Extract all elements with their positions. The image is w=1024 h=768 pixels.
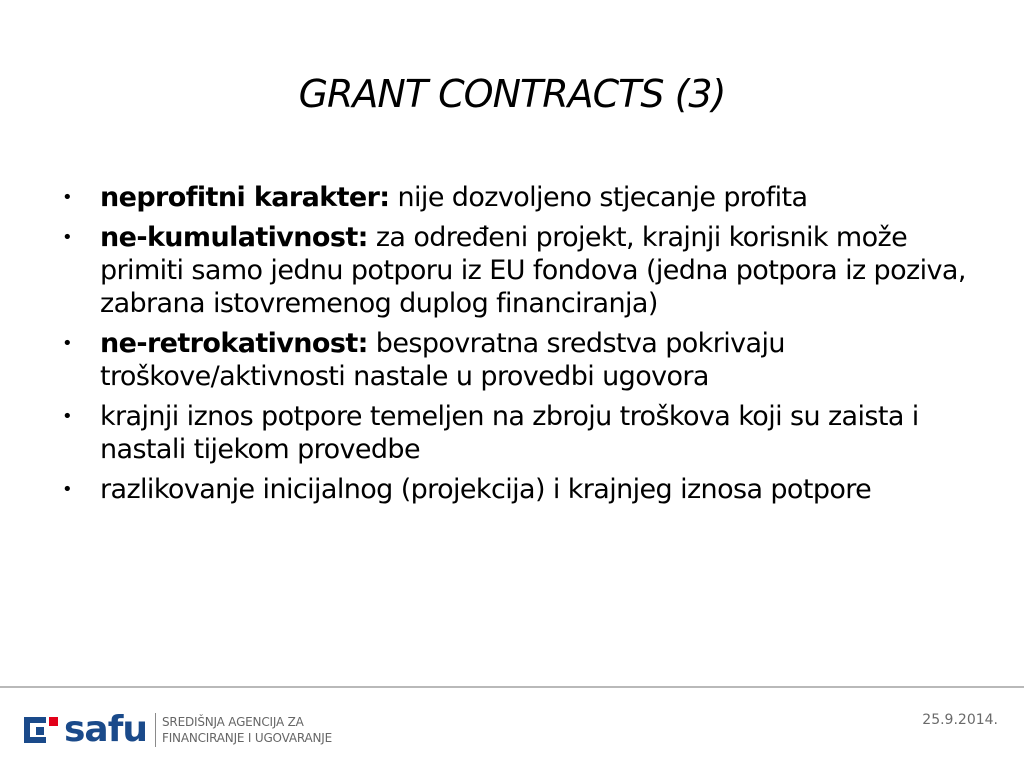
bullet-term: ne-kumulativnost: (100, 222, 368, 253)
bullet-item (58, 181, 978, 214)
safu-logo (22, 710, 332, 750)
bullet-text: za određeni projekt, krajnji korisnik može primiti samo jednu potporu iz EU fondova (jedna potpora iz poziva, zabrana istovremenog duplog financiranja) (100, 222, 966, 319)
logo-separator (155, 713, 156, 747)
bullet-text: nije dozvoljeno stjecanje profita (389, 182, 808, 213)
bullet-text: razlikovanje inicijalnog (projekcija) i krajnjeg iznosa potpore (100, 474, 872, 505)
bullet-text: bespovratna sredstva pokrivaju troškove/aktivnosti nastale u provedbi ugovora (100, 328, 785, 392)
agency-name-line: SREDIŠNJA AGENCIJA ZA (162, 715, 304, 729)
agency-name (162, 714, 332, 746)
footer-date: 25.9.2014. (922, 712, 998, 728)
bullet-term: neprofitni karakter: (100, 182, 390, 213)
bullet-dot-icon: • (62, 187, 73, 208)
bullet-item (58, 400, 978, 466)
logo-wordmark: safu (64, 709, 148, 750)
safu-logo-mark-icon (22, 713, 60, 747)
bullet-item (58, 327, 978, 393)
footer-divider (0, 686, 1024, 688)
bullet-dot-icon: • (62, 227, 73, 248)
agency-name-line: FINANCIRANJE I UGOVARANJE (162, 731, 332, 745)
bullet-list (58, 181, 978, 513)
bullet-dot-icon: • (62, 333, 73, 354)
bullet-term: ne-retrokativnost: (100, 328, 368, 359)
bullet-item (58, 473, 978, 506)
bullet-dot-icon: • (62, 406, 73, 427)
bullet-dot-icon: • (62, 479, 73, 500)
bullet-text: krajnji iznos potpore temeljen na zbroju troškova koji su zaista i nastali tijekom provedbe (100, 401, 919, 465)
bullet-item (58, 221, 978, 320)
slide-title: GRANT CONTRACTS (3) (298, 72, 726, 116)
